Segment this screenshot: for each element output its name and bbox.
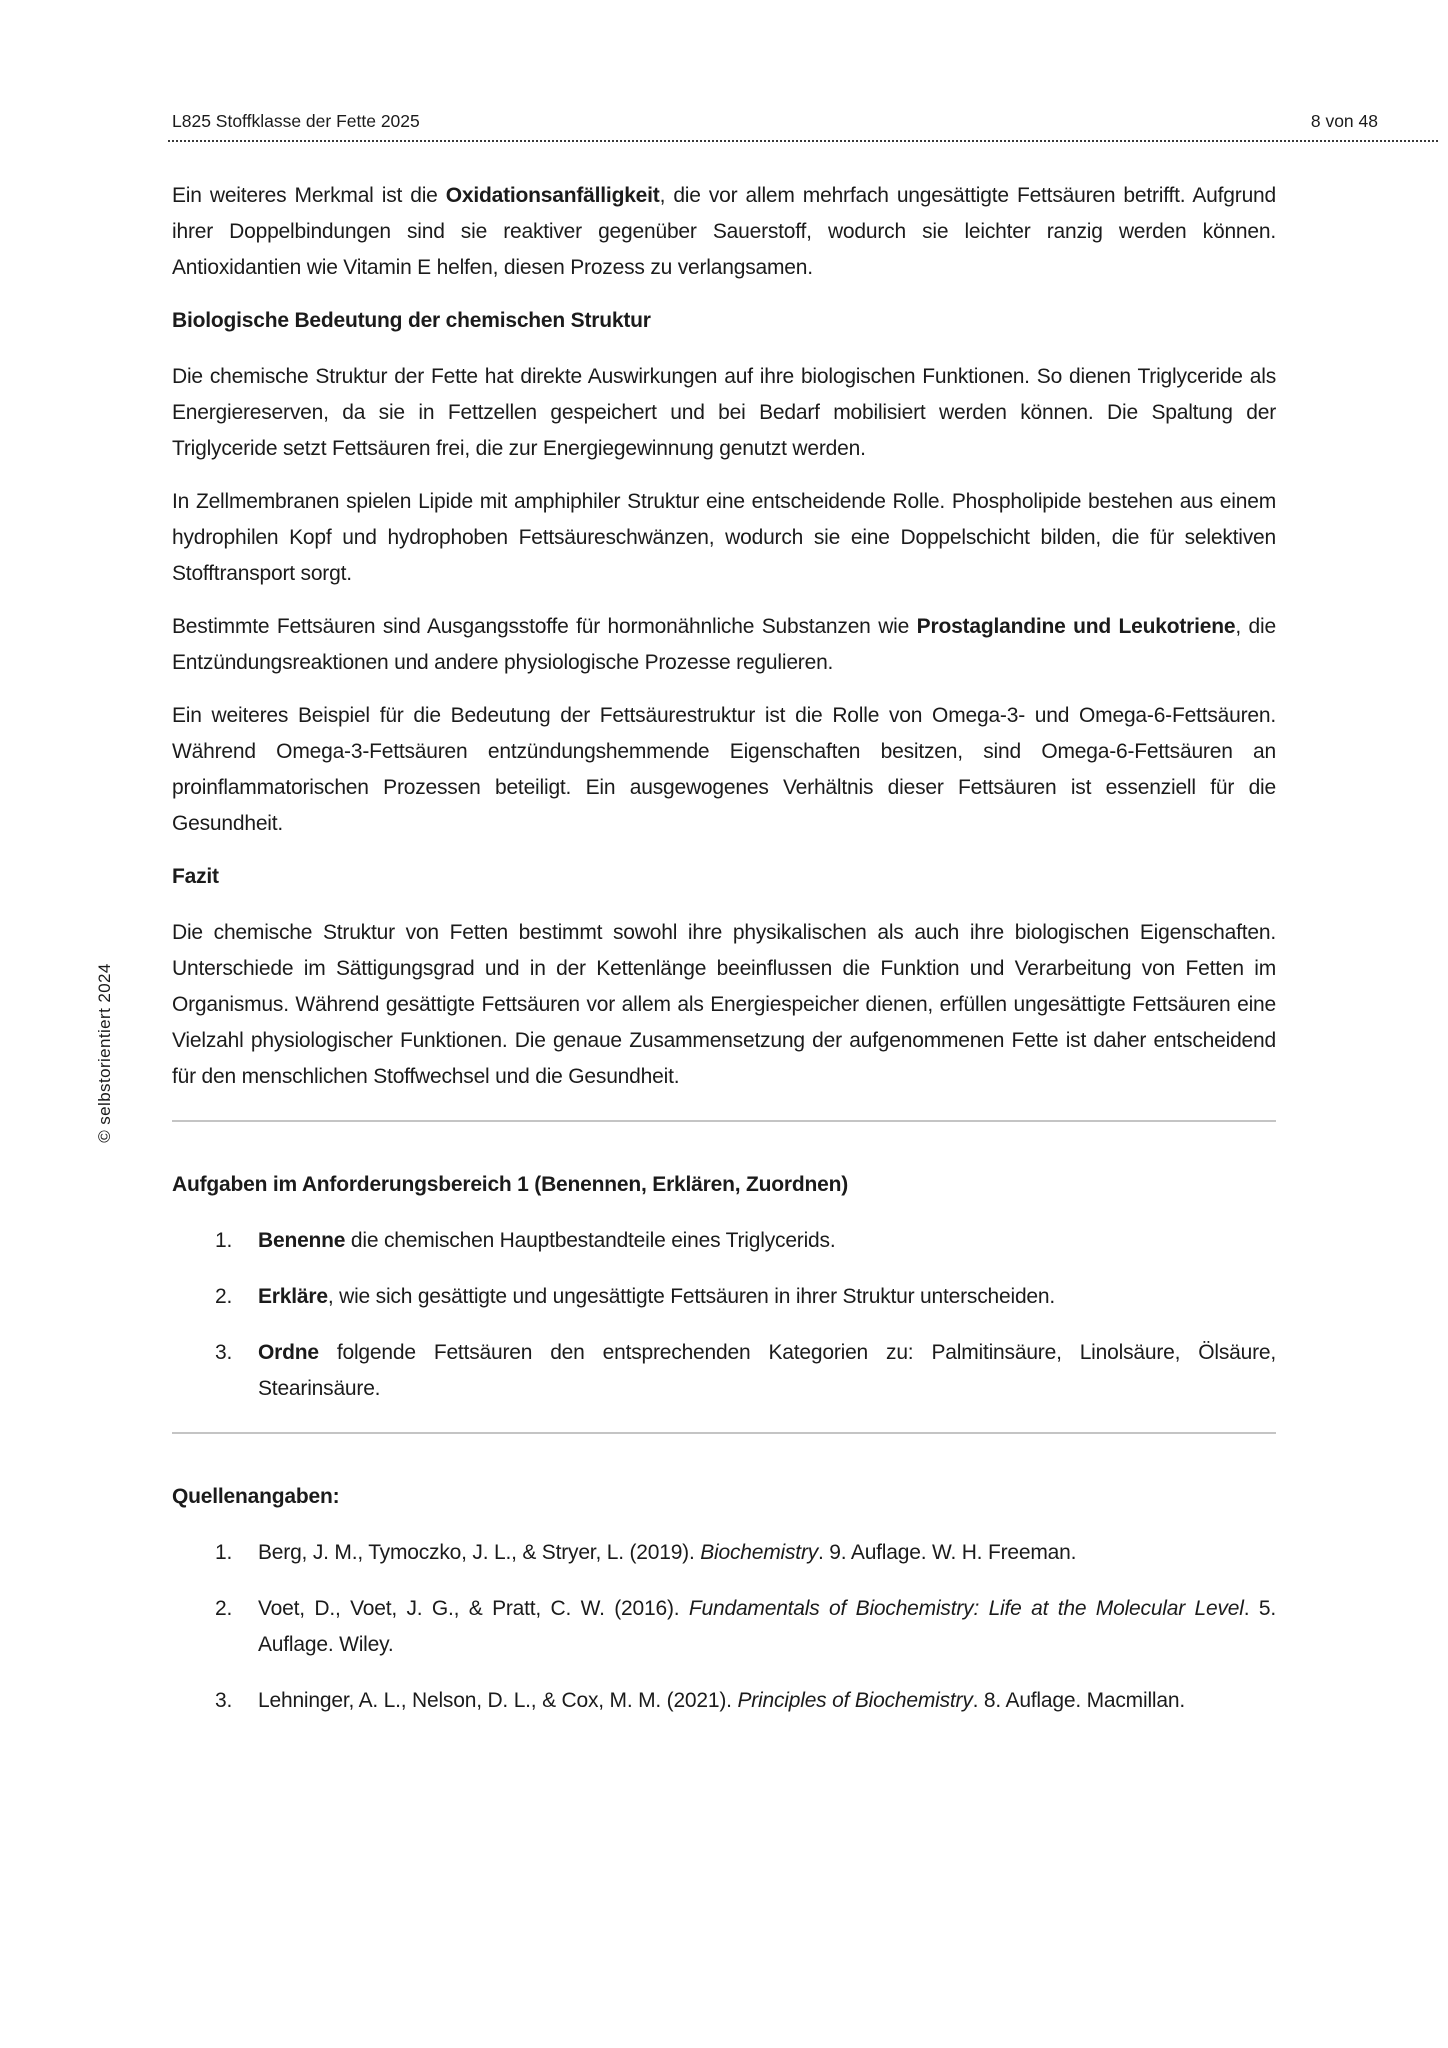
paragraph-membranes: In Zellmembranen spielen Lipide mit amphiphiler Struktur eine entscheidende Rolle. Phospholipide bestehen aus einem hydrophilen Kopf und hydrophoben Fettsäureschwänzen, wodurch sie eine Doppelschicht bilden, die für selektiven Stofftransport sorgt. (172, 490, 1276, 585)
paragraph-structure-functions: Die chemische Struktur der Fette hat direkte Auswirkungen auf ihre biologischen Funktionen. So dienen Triglyceride als Energiereserven, da sie in Fettzellen gespeichert und bei Bedarf mobilisiert werden können. Die Spaltung der Triglyceride setzt Fettsäuren frei, die zur Energiegewinnung genutzt werden. (172, 365, 1276, 460)
text-run: , wie sich gesättigte und ungesättigte Fettsäuren in ihrer Struktur unterscheiden. (327, 1285, 1056, 1308)
source-text (258, 1689, 1185, 1712)
text-run: Berg, J. M., Tymoczko, J. L., & Stryer, L. (2019). (258, 1541, 701, 1564)
task-verb: Erkläre (258, 1285, 328, 1308)
source-item (172, 1535, 1276, 1571)
task-item (172, 1279, 1276, 1315)
paragraph-omega: Ein weiteres Beispiel für die Bedeutung der Fettsäurestruktur ist die Rolle von Omega-3- und Omega-6-Fettsäuren. Während Omega-3-Fettsäuren entzündungshemmende Eigenschaften besitzen, sind Omega-6-Fettsäuren an proinflammatorischen Prozessen beteiligt. Ein ausgewogenes Verhältnis dieser Fettsäuren ist essenziell für die Gesundheit. (172, 704, 1276, 835)
paragraph-fazit: Die chemische Struktur von Fetten bestimmt sowohl ihre physikalischen als auch ihre biologischen Eigenschaften. Unterschiede im Sättigungsgrad und in der Kettenlänge beeinflussen die Funktion und Verarbeitung von Fetten im Organismus. Während gesättigte Fettsäuren vor allem als Energiespeicher dienen, erfüllen ungesättigte Fettsäuren eine Vielzahl physiologischer Funktionen. Die genaue Zusammensetzung der aufgenommenen Fette ist daher entscheidend für den menschlichen Stoffwechsel und die Gesundheit. (172, 921, 1276, 1088)
source-title-italic: Principles of Biochemistry (737, 1689, 973, 1712)
source-title-italic: Biochemistry (700, 1541, 819, 1564)
list-number: 2. (215, 1285, 233, 1308)
text-run: , die Entzündungsreaktionen und andere physiologische Prozesse regulieren. (172, 615, 1276, 674)
text-run-bold: Oxidationsanfälligkeit (445, 184, 660, 207)
header-page-number: 8 von 48 (1310, 111, 1378, 131)
text-run-bold: Prostaglandine und Leukotriene (916, 615, 1236, 638)
text-run: , die vor allem mehrfach ungesättigte Fettsäuren betrifft. Aufgrund ihrer Doppelbindungen sind sie reaktiver gegenüber Sauerstoff, wodurch sie leichter ranzig werden können. Antioxidantien wie Vitamin E helfen, diesen Prozess zu verlangsamen. (172, 184, 1277, 279)
heading-sources: Quellenangaben: (172, 1485, 340, 1508)
task-list (172, 1223, 1276, 1407)
source-item (172, 1591, 1276, 1663)
source-list (172, 1535, 1276, 1719)
list-number: 2. (215, 1597, 233, 1620)
paragraph-oxidation (172, 178, 1276, 286)
header-dotted-rule (168, 140, 1440, 142)
text-run: . 9. Auflage. W. H. Freeman. (818, 1541, 1077, 1564)
task-verb: Benenne (258, 1229, 346, 1252)
source-item (172, 1683, 1276, 1719)
text-run: Voet, D., Voet, J. G., & Pratt, C. W. (2016). (258, 1597, 689, 1620)
source-text (258, 1541, 1076, 1564)
task-text (258, 1341, 1276, 1400)
list-number: 1. (215, 1229, 233, 1252)
list-number: 1. (215, 1541, 233, 1564)
text-run: folgende Fettsäuren den entsprechenden Kategorien zu: Palmitinsäure, Linolsäure, Ölsäure, Stearinsäure. (258, 1341, 1276, 1400)
text-run: . 8. Auflage. Macmillan. (972, 1689, 1185, 1712)
section-divider (172, 1120, 1276, 1122)
source-title-italic: Fundamentals of Biochemistry: Life at the Molecular Level (688, 1597, 1244, 1620)
heading-biological-meaning: Biologische Bedeutung der chemischen Struktur (172, 309, 651, 332)
task-text (258, 1285, 1055, 1308)
text-run: . 5. Auflage. Wiley. (258, 1597, 1276, 1656)
heading-fazit: Fazit (172, 865, 219, 888)
source-text (258, 1597, 1276, 1656)
document-content (172, 178, 1276, 1739)
text-run: die chemischen Hauptbestandteile eines Triglycerids. (345, 1229, 836, 1252)
task-verb: Ordne (258, 1341, 319, 1364)
text-run: Lehninger, A. L., Nelson, D. L., & Cox, M. M. (2021). (258, 1689, 738, 1712)
section-divider (172, 1432, 1276, 1434)
copyright-vertical-label: © selbstorientiert 2024 (95, 963, 114, 1143)
task-item (172, 1223, 1276, 1259)
paragraph-prostaglandine (172, 609, 1276, 681)
heading-tasks: Aufgaben im Anforderungsbereich 1 (Benennen, Erklären, Zuordnen) (172, 1173, 849, 1196)
header-doc-title: L825 Stoffklasse der Fette 2025 (172, 111, 420, 131)
task-item (172, 1335, 1276, 1407)
text-run: Bestimmte Fettsäuren sind Ausgangsstoffe für hormonähnliche Substanzen wie (172, 615, 917, 638)
list-number: 3. (215, 1689, 233, 1712)
task-text (258, 1229, 835, 1252)
text-run: Ein weiteres Merkmal ist die (172, 184, 446, 207)
list-number: 3. (215, 1341, 233, 1364)
